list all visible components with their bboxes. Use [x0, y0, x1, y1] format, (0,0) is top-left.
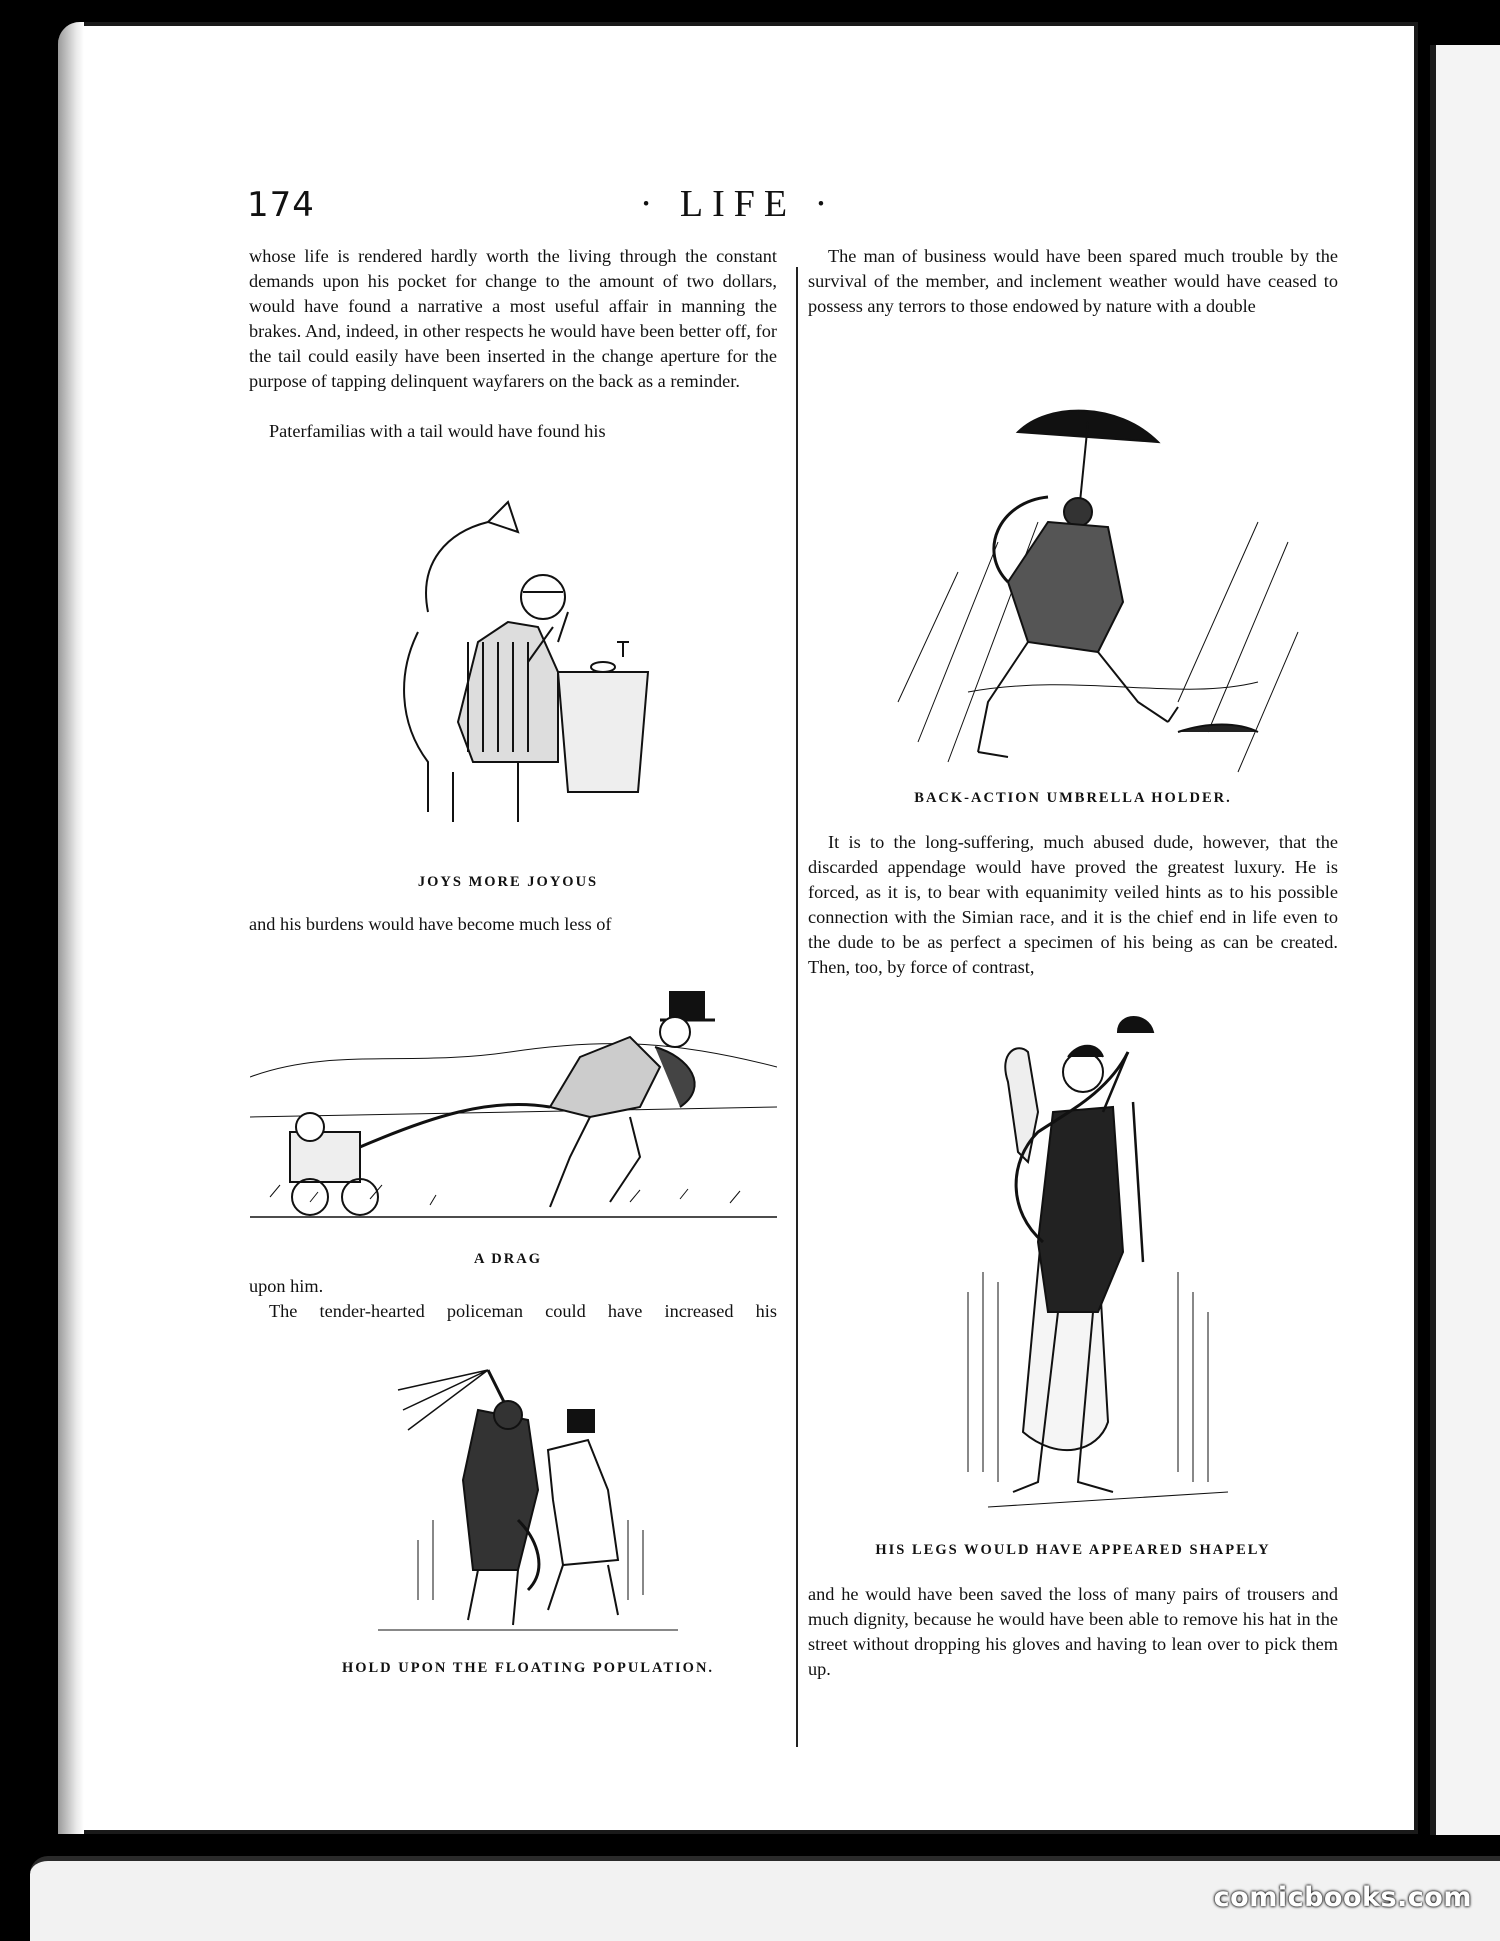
caption-a-drag: A DRAG: [474, 1251, 542, 1267]
left-paragraph-4: upon him.: [249, 1276, 324, 1296]
masthead-title: · LIFE ·: [639, 183, 837, 225]
caption-floating-population: HOLD UPON THE FLOATING POPULATION.: [341, 1660, 715, 1676]
caption-legs-shapely: HIS LEGS WOULD HAVE APPEARED SHAPELY: [875, 1542, 1271, 1558]
illustration-dude: [928, 1012, 1248, 1532]
left-paragraph-3: and his burdens would have become much less of: [249, 914, 612, 934]
caption-joys-more-joyous: JOYS MORE JOYOUS: [417, 874, 599, 890]
left-paragraph-5: The tender-hearted policeman could have increased his: [269, 1301, 777, 1321]
right-paragraph-2: It is to the long-suffering, much abused dude, however, that the discarded appendage would have proved the greatest luxury. He is forced, as it is, to bear with equanimity veiled hints as to his possible connection with the Simian race, and it is the chief end in life even to the dude to be as perfect a specimen of his being as can be created. Then, too, by force of contrast,: [808, 832, 1338, 977]
illustration-policeman: [378, 1340, 678, 1640]
illustration-umbrella-holder: [878, 402, 1308, 782]
left-paragraph-2: Paterfamilias with a tail would have found his: [269, 421, 606, 441]
illustration-diner: [358, 492, 658, 852]
left-paragraph-1: whose life is rendered hardly worth the living through the constant demands upon his pocket for change to the amount of two dollars, would have found a narrative a most useful affair in manning the brakes. And, indeed, in other respects he would have been better off, for the tail could easily have been inserted in the change aperture for the purpose of tapping delinquent wayfarers on the back as a reminder.: [249, 246, 777, 391]
watermark: comicbooks.com: [1213, 1882, 1472, 1913]
page-number: 174: [247, 185, 315, 225]
adjacent-page-edge: [1430, 45, 1500, 1835]
caption-umbrella-holder: BACK-ACTION UMBRELLA HOLDER.: [914, 790, 1232, 806]
column-divider: [796, 267, 798, 1747]
right-paragraph-3: and he would have been saved the loss of many pairs of trousers and much dignity, because he would have been able to remove his hat in the street without dropping his gloves and having to lean over to pick them up.: [808, 1584, 1338, 1679]
right-paragraph-1: The man of business would have been spared much trouble by the survival of the member, and inclement weather would have ceased to possess any terrors to those endowed by nature with a double: [808, 246, 1338, 316]
illustration-man-with-pram: [250, 957, 777, 1247]
magazine-page: [58, 22, 1418, 1834]
